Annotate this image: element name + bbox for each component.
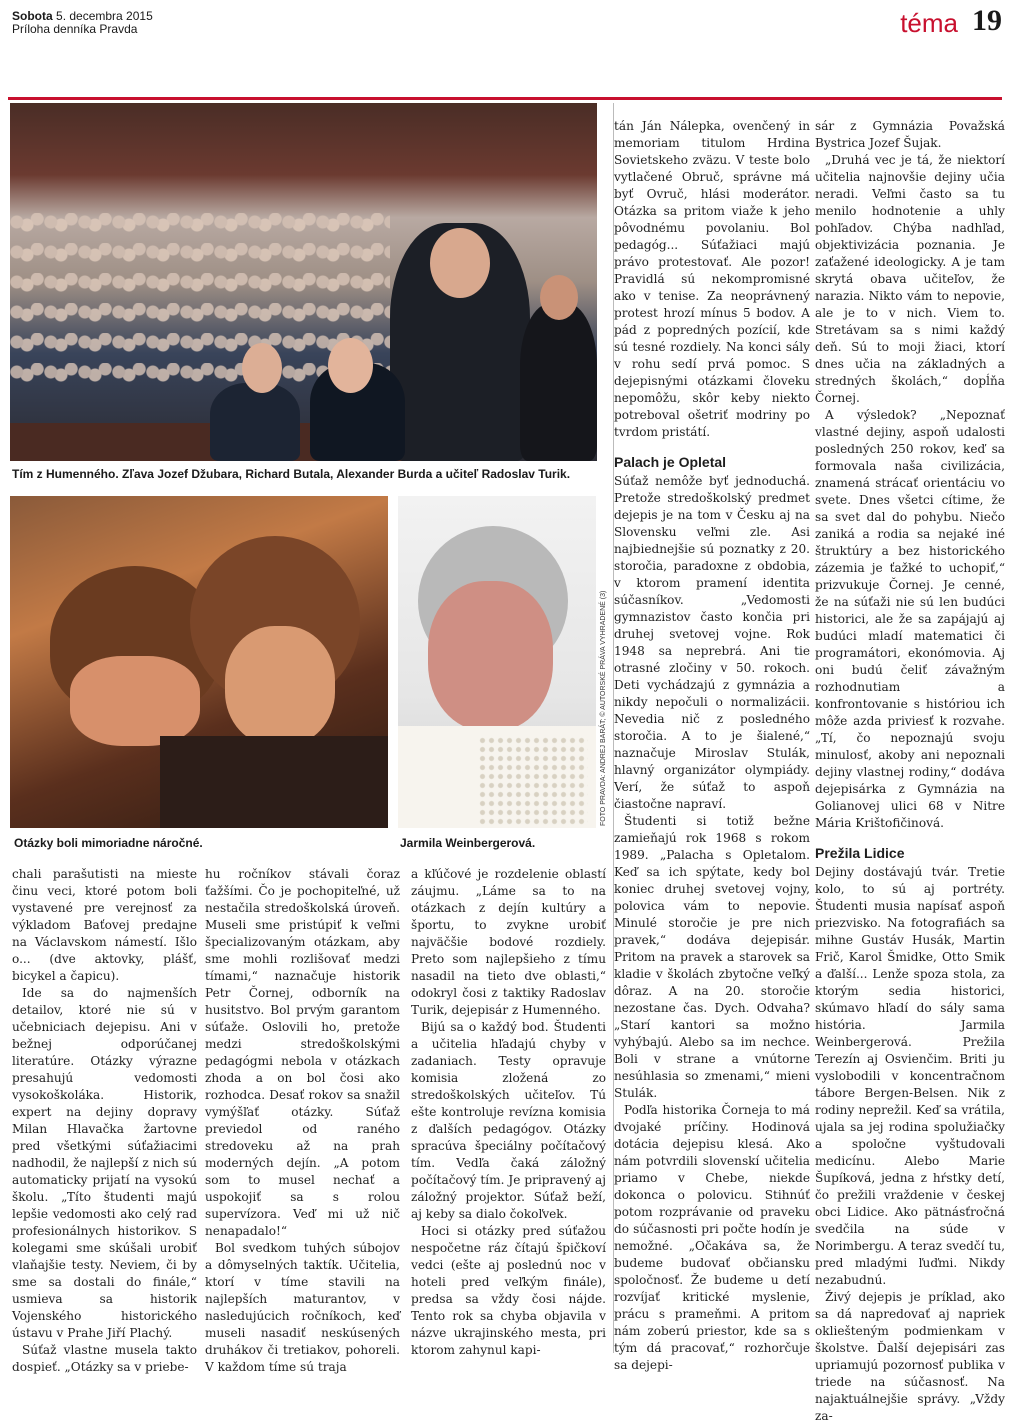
- boy-shirt: [160, 736, 388, 828]
- paragraph: Ide sa do najmenších detailov, ktoré nie sú v učebniciach dejepisu. Ani v bežnej odporúčanej literatúre. Otázky výrazne presahujú vedomosti vysokoškoláka. Historik, expert na dejiny dopravy Milan Hlavačka žartovne pred všetkými súťažiacimi nadhodil, že najlepší z nich sú automaticky prijatí na vysokú školu. „Títo študenti majú lepšie vedomosti ako celý rad profesionálnych historikov. S kolegami sme skúšali urobiť vlaňajšie testy. Neviem, či by sme sa dostali do finále,“ usmieva sa historik Vojenského historického ústavu v Prahe Jiří Plachý.: [12, 986, 197, 1340]
- paragraph: a kľúčové je rozdelenie oblastí záujmu. „Láme sa to na otázkach z dejín kultúry a športu, to zvykne urobiť najväčšie bodové rozdiely. Preto som najlepšieho z tímu nasadil na tieto dve oblasti,“ odokryl čosi z taktiky Radoslav Turik, dejepisár z Humenného.: [411, 867, 606, 1017]
- issue-day: Sobota: [12, 9, 53, 23]
- paragraph: A výsledok? „Nepoznať vlastné dejiny, aspoň udalosti posledných 250 rokov, keď sa formovala naša civilizácia, znamená strácať orientáciu vo svete. Dnes všetci cítime, že sa svet dal do pohybu. Niečo zaniká a rodia sa nejaké iné štruktúry a bez historického zázemia je ťažké to uchopiť,“ prizvukuje Čornej. Je cenné, že na súťaži nie sú len budúci historici, ale že sa zapájajú aj budúci mladí matematici či programátori, ekonómovia. Aj oni budú čeliť závažným rozhodnutiam a konfrontovanie s históriou ich môže azda priviesť k rozvahe. „Tí, čo nepoznajú svoju minulosť, akoby ani nepoznali dejiny vlastnej rodiny,“ dodáva dejepisárka z Gymnázia na Golianovej ulici 68 v Nitre Mária Krištofičinová.: [815, 408, 1005, 830]
- issue-date: 5. decembra 2015: [56, 9, 153, 23]
- page-number: 19: [972, 4, 1002, 37]
- boy-face: [225, 626, 335, 746]
- column-4: [614, 118, 810, 1372]
- paragraph: Živý dejepis je príklad, ako sa dá napredovať aj napriek okliešteným podmienkam v školstve. Ďalší dejepisári zas upriamujú pozornosť publika v triede na súčasnosť. Na najaktuálnejšie správy. „Vždy za-: [815, 1290, 1005, 1423]
- students-photo-caption: Otázky boli mimoriadne náročné.: [14, 836, 203, 850]
- paragraph: sár z Gymnázia Považská Bystrica Jozef Šujak.: [815, 119, 1005, 150]
- subheading-lidice: Prežila Lidice: [815, 845, 905, 861]
- column-5: [815, 118, 1005, 1423]
- supplement-name: Príloha denníka Pravda: [12, 22, 138, 36]
- paragraph: Študenti si totiž bežne zamieňajú rok 1968 s rokom 1989. „Palacha s Opletalom. Keď sa ich spýtate, kedy bol koniec druhej svetovej vojny, polovica vám to nepovie. Minulé storočie je pre nich pravek,“ dodáva dejepisár. Pritom na pravek a starovek sa kladie v školách zbytočne veľký dôraz. A na 20. storočie nezostane čas. Dych. Odvaha? „Starí kantori sa možno vyhýbajú. Alebo sa im nechce. Boli v strane a vnútorne nesúhlasia so zmenami,“ mieni Stulák.: [614, 814, 810, 1100]
- column-3: [411, 866, 606, 1356]
- paragraph: hu ročníkov stávali čoraz ťažšími. Čo je pochopiteľné, už nestačila stredoškolská úroveň. Museli sme pristúpiť k veľmi špecializovaným otázkam, aby sme mohli rozlišovať medzi tímami,“ naznačuje historik Petr Čornej, odborník na husitstvo. Bol prvým garantom súťaže. Oslovili ho, pretože medzi stredoškolskými pedagógmi nebola v otázkach zhoda a on bol čosi ako rozhodca. Desať rokov sa snažil vymýšľať otázky. Súťaž previedol od raného stredoveku až na prah moderných dejín. „A potom som to musel nechať a uspokojiť sa s rolou supervízora. Veď mi už nič nenapadalo!“: [205, 867, 400, 1238]
- paragraph: „Druhá vec je tá, že niektorí učitelia najnovšie dejiny učia neradi. Veľmi často sa tu menilo hodnotenie a uhly pohľadov. Chýba nadhľad, objektivizácia poznania. Je zaťažené ideologicky. A je tam skrytá obava učiteľov, že narazia. Nikto vám to nepovie, ale je to v nich. Viem to. Stretávam sa s nimi každý deň. Sú to moji žiaci, ktorí dnes učia na základných a stredných školách,“ dopĺňa Čornej.: [815, 153, 1005, 405]
- paragraph: Podľa historika Čorneja to má dvojaké príčiny. Hodinová dotácia dejepisu klesá. Ako nám potvrdili slovenskí učitelia priamo v Chebe, niekde dokonca o polovicu. Stihnúť potom rozprávanie od praveku do súčasnosti pri počte hodín je nemožné. „Očakáva sa, že budeme budovať občiansku spoločnosť. Že budeme u detí rozvíjať kritické myslenie, prácu s prameňmi. A pritom nám zoberú priestor, kde sa s tým dá pracovať,“ rozhorčuje sa dejepi-: [614, 1103, 810, 1372]
- header-rule: [8, 97, 1002, 100]
- paragraph: Súťaž vlastne musela takto dospieť. „Otázky sa v priebe-: [12, 1343, 197, 1374]
- paragraph: Súťaž nemôže byť jednoduchá. Pretože stredoškolský predmet dejepis je na tom v Česku aj na Slovensku veľmi zle. Asi najbiednejšie sú poznatky z 20. storočia, paradoxne z obdobia, v ktorom pramení identita súčasníkov. „Vedomosti gymnazistov často končia pri druhej svetovej vojne. Rok 1948 sa neprebrá. Ani tie otrasné zločiny v 50. rokoch. Deti vychádzajú z gymnázia a nikdy nepočuli o normalizácii. Nevedia nič z posledného storočia. A to je šialené,“ naznačuje Miroslav Stulák, hlavný organizátor olympiády. Verí, že súťaž to aspoň čiastočne napraví.: [614, 474, 810, 811]
- section-title: téma: [900, 8, 958, 38]
- masthead: [12, 10, 153, 36]
- student-head: [328, 338, 373, 393]
- paragraph: Hoci si otázky pred súťažou nespočetne ráz čítajú špičkoví vedci (ešte aj poslednú noc v hoteli pred veľkým finále), predsa sa vždy čosi nájde. Tento rok sa chyba objavila v názve ukrajinského mesta, pri ktorom zahynul kapi-: [411, 1224, 606, 1357]
- column-2: [205, 866, 400, 1374]
- paragraph: Bol svedkom tuhých súbojov a dômyselných taktík. Učitelia, ktorí v tíme stavili na najlepších maturantov, v nasledujúcich ročníkoch, keď museli nasadiť neskúsených druhákov či tretiakov, pohoreli. V každom tíme sú traja: [205, 1241, 400, 1374]
- face: [428, 581, 553, 731]
- hands: [70, 656, 200, 746]
- team-photo-caption: Tím z Humenného. Zľava Jozef Džubara, Richard Butala, Alexander Burda a učiteľ Radoslav Turik.: [12, 467, 571, 481]
- woman-head: [540, 275, 578, 320]
- paragraph: Bijú sa o každý bod. Študenti a učitelia hľadajú chyby v zadaniach. Testy opravuje komisia zložená zo stredoškolských učiteľov. Tú ešte kontroluje revízna komisia z ďalších pedagógov. Otázky spracúva špeciálny počítačový tím. Vedľa čaká záložný počítačový tím. Je pripravený aj záložný projektor. Súťaž beží, aj keby sa dialo čokoľvek.: [411, 1020, 606, 1221]
- subheading-palach: Palach je Opletal: [614, 454, 727, 470]
- portrait-photo-caption: Jarmila Weinbergerová.: [400, 836, 536, 850]
- team-photo: [10, 103, 597, 461]
- student-figure: [210, 383, 300, 461]
- lace-pattern: [478, 736, 588, 826]
- student-head: [242, 343, 282, 393]
- woman-figure: [520, 303, 597, 461]
- column-1: [12, 866, 197, 1374]
- paragraph: tán Ján Nálepka, ovenčený in memoriam titulom Hrdina Sovietskeho zväzu. V teste bolo vytlačené Obruč, správne má byť Ovruč, hlási moderátor. Otázka sa pritom viaže k jeho pôvodnému povolaniu. Bol pedagóg... Súťažiaci majú právo protestovať. Ale pozor! Pravidlá sú nekompromisné ako v tenise. Za neoprávnený protest hrozí mínus 5 bodov. A pád z popredných pozícií, kde sú tesné rozdiely. Na konci sály v rohu sedí prvá pomoc. S dejepisnými otázkami človeku nepomôžu, skôr keby niekto potreboval ošetriť modriny po tvrdom pristátí.: [614, 119, 810, 439]
- portrait-photo: [398, 496, 596, 828]
- paragraph: Dejiny dostávajú tvár. Tretie kolo, to sú aj portréty. Študenti musia napísať aspoň priezvisko. Na fotografiách sa mihne Gustáv Husák, Martin Frič, Karol Šmidke, Otto Smik a ďalší... Lenže spoza stola, za ktorým sedia historici, skúmavo hľadí do sály sama história. Jarmila Weinbergerová. Prežila Terezín aj Osvienčim. Briti ju vyslobodili v koncentračnom tábore Bergen-Belsen. Nik z rodiny neprežil. Keď sa vrátila, ujala sa jej rodina spolužiačky a spoločne vyštudovali medicínu. Alebo Marie Šupíková, jedna z hŕstky detí, čo prežili vraždenie v českej obci Lidice. Ako pätnásťročná svedčila na súde v Norimbergu. A teraz svedčí tu, pred mladými ľuďmi. Nikdy nezabudnú.: [815, 865, 1005, 1287]
- photo-credit: FOTO PRAVDA: ANDREJ BARÁT; © AUTORSKÉ PRÁVA VYHRADENÉ (3): [600, 590, 607, 826]
- paragraph: chali parašutisti na mieste činu veci, ktoré potom boli vystavené pre verejnosť za výkladom Baťovej predajne na Václavskom námestí. Išlo o... (dve aktovky, plášť, bicykel a čapicu).: [12, 867, 197, 983]
- students-photo: [10, 496, 388, 828]
- teacher-head: [430, 228, 490, 298]
